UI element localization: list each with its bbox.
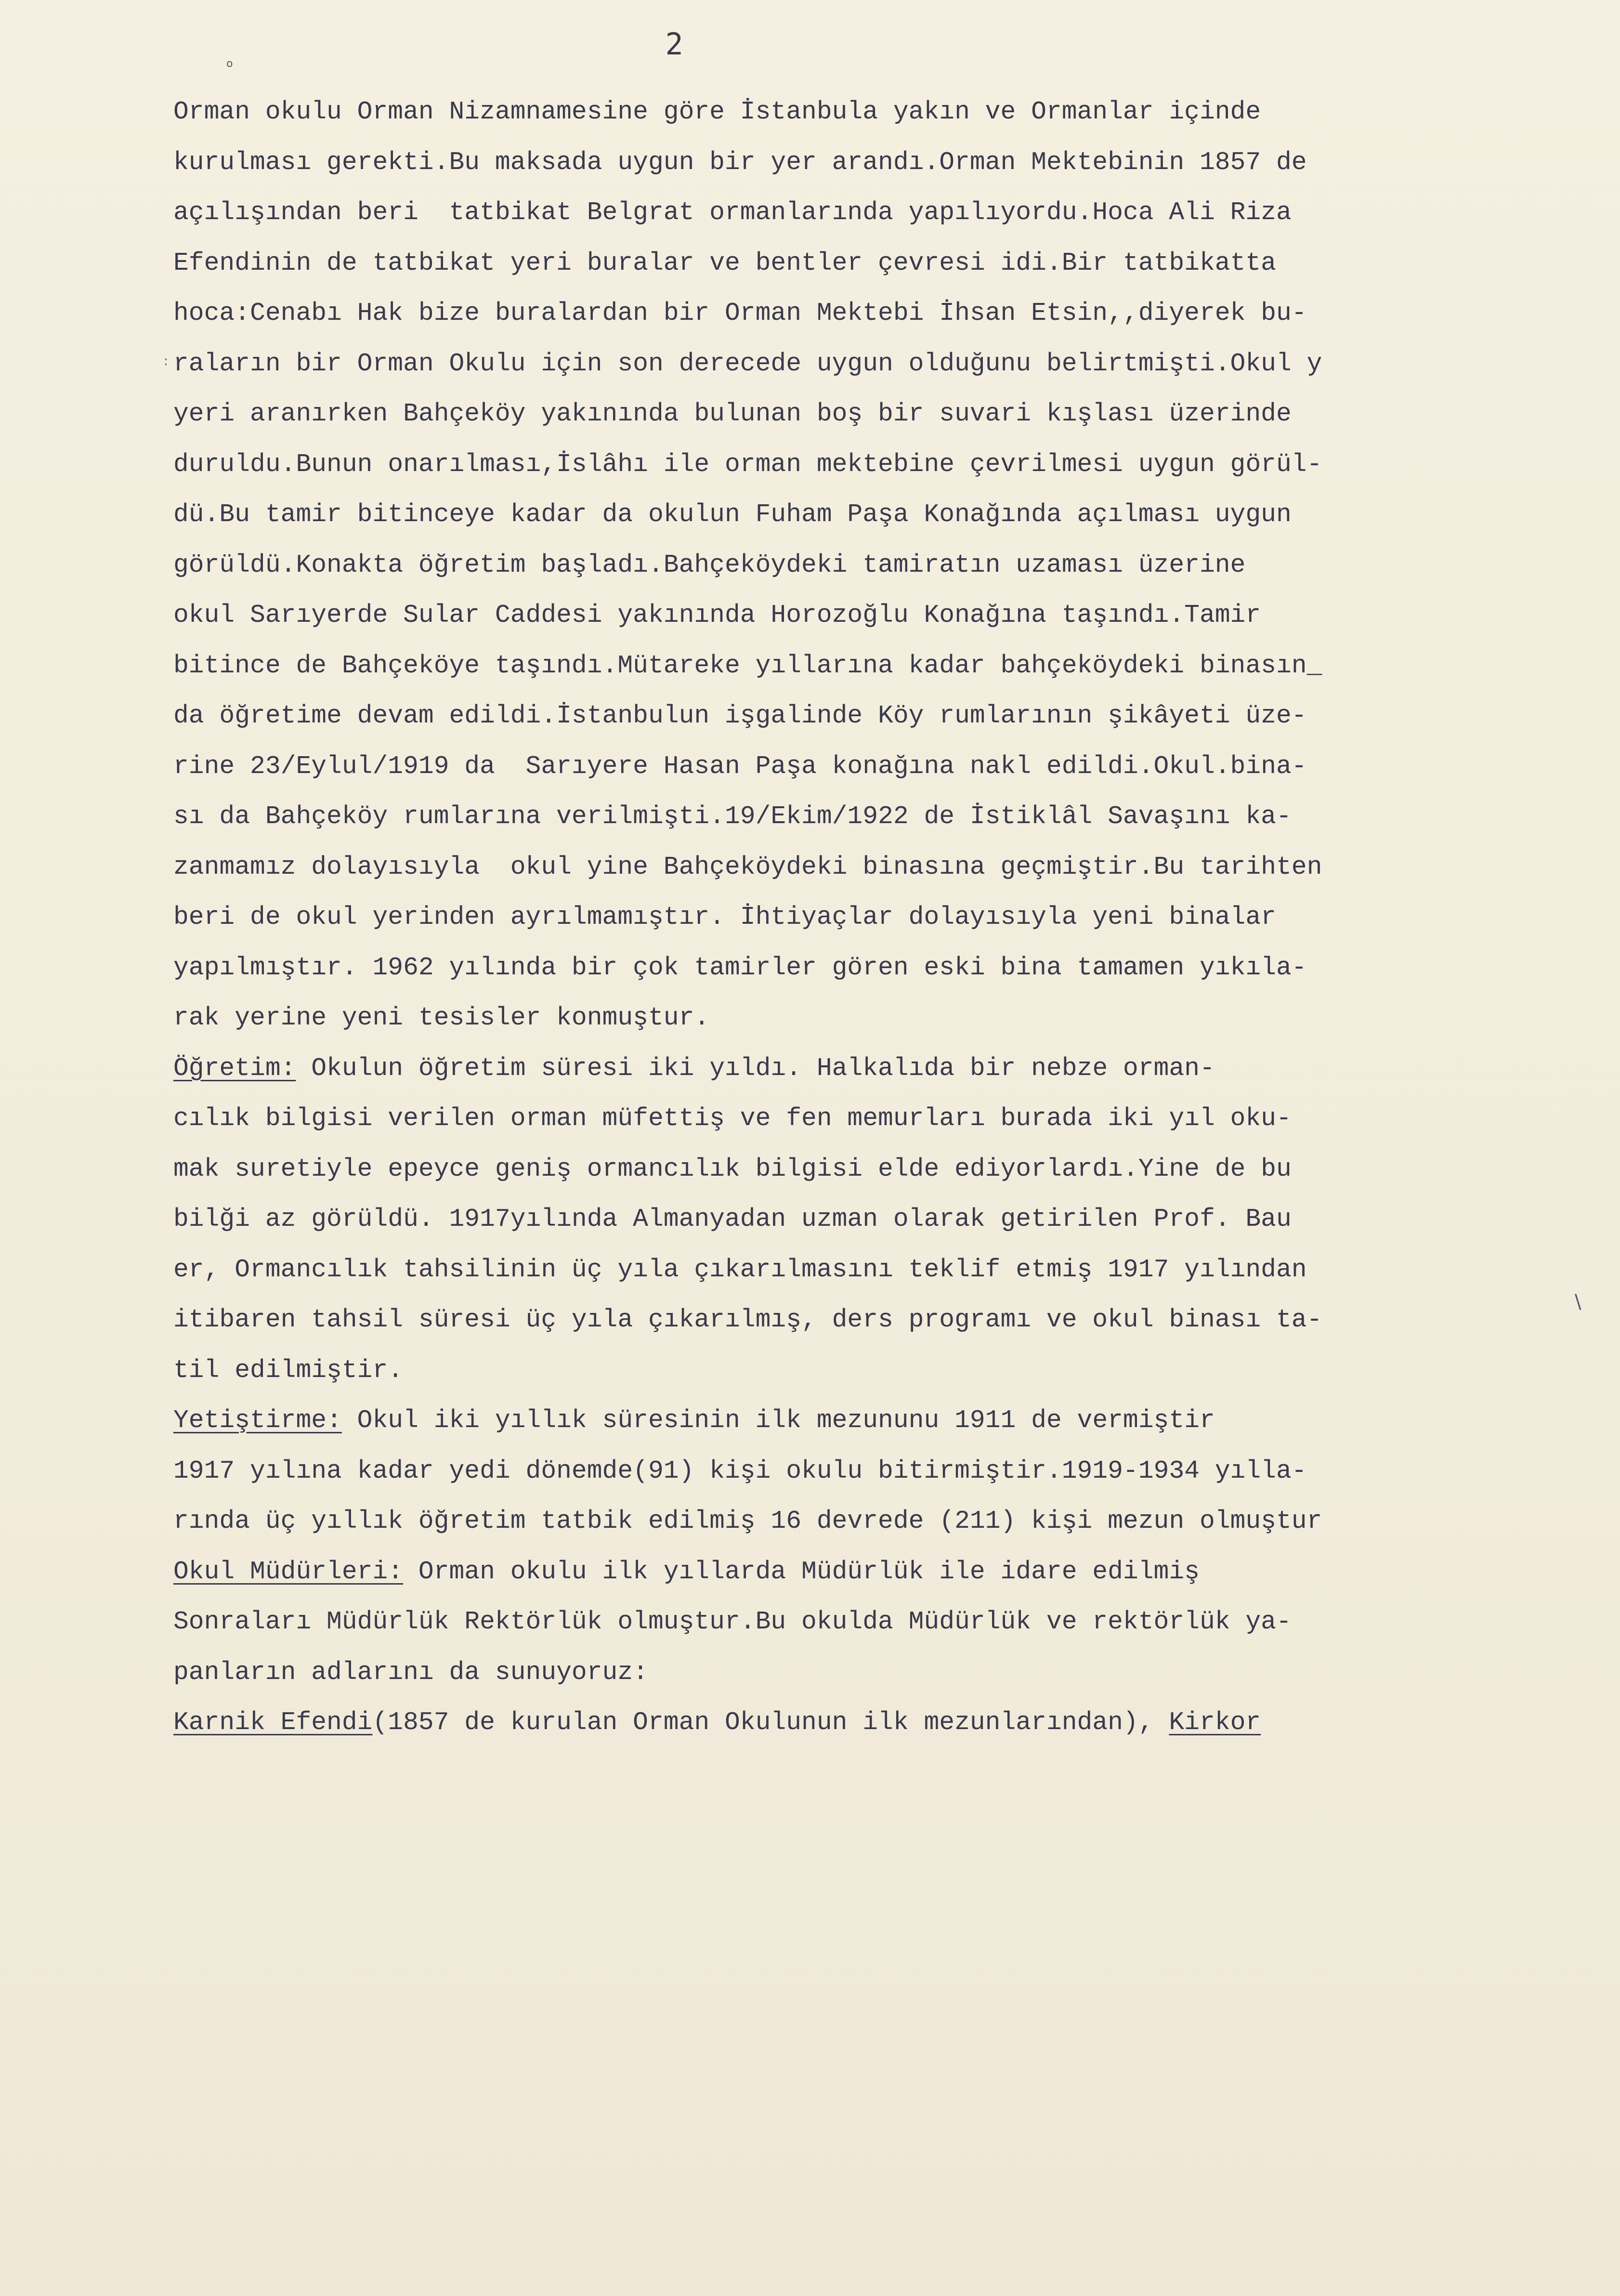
line-text: yapılmıştır. 1962 yılında bir çok tamirler gören eski bina tamamen yıkıla- <box>173 953 1307 982</box>
line-text: da öğretime devam edildi.İstanbulun işgalinde Köy rumlarının şikâyeti üze- <box>173 701 1307 730</box>
margin-mark: o <box>226 58 233 70</box>
text-line <box>173 489 1589 540</box>
text-line <box>173 791 1589 842</box>
section-heading: Okul Müdürleri: <box>173 1557 404 1586</box>
text-line <box>173 641 1589 691</box>
line-text: panların adlarını da sunuyoruz: <box>173 1657 648 1687</box>
body-text <box>173 87 1589 1748</box>
line-text: Orman okulu Orman Nizamnamesine göre İstanbula yakın ve Ormanlar içinde <box>173 97 1261 126</box>
line-text: er, Ormancılık tahsilinin üç yıla çıkarılmasını teklif etmiş 1917 yılından <box>173 1255 1307 1284</box>
page-number: 2 <box>665 26 683 62</box>
line-text: okul Sarıyerde Sular Caddesi yakınında Horozoğlu Konağına taşındı.Tamir <box>173 601 1261 630</box>
text-line <box>173 1395 1589 1446</box>
line-text: beri de okul yerinden ayrılmamıştır. İhtiyaçlar dolayısıyla yeni binalar <box>173 903 1276 932</box>
text-line <box>173 439 1589 490</box>
text-line <box>173 540 1589 590</box>
section-heading: Karnik Efendi <box>173 1708 373 1737</box>
text-line <box>173 590 1589 641</box>
line-text: kurulması gerekti.Bu maksada uygun bir yer arandı.Orman Mektebinin 1857 de <box>173 147 1307 177</box>
text-line <box>173 1194 1589 1245</box>
text-line <box>173 187 1589 238</box>
text-line <box>173 1093 1589 1144</box>
line-text: sı da Bahçeköy rumlarına verilmişti.19/Ekim/1922 de İstiklâl Savaşını ka- <box>173 802 1292 831</box>
text-line <box>173 741 1589 792</box>
line-text: til edilmiştir. <box>173 1355 404 1385</box>
text-line <box>173 1446 1589 1496</box>
text-line <box>173 1144 1589 1194</box>
text-line <box>173 238 1589 289</box>
line-text: rine 23/Eylul/1919 da Sarıyere Hasan Paşa konağına nakl edildi.Okul.bina- <box>173 751 1307 781</box>
line-text: raların bir Orman Okulu için son derecede uygun olduğunu belirtmişti.Okul y <box>173 349 1322 378</box>
text-line <box>173 288 1589 339</box>
text-line <box>173 339 1589 389</box>
text-line <box>173 1597 1589 1647</box>
line-text: Okulun öğretim süresi iki yıldı. Halkalıda bir nebze orman- <box>296 1053 1215 1083</box>
text-line <box>173 1245 1589 1295</box>
line-text: duruldu.Bunun onarılması,İslâhı ile orman mektebine çevrilmesi uygun görül- <box>173 449 1322 479</box>
text-line <box>173 1697 1589 1748</box>
line-text: 1917 yılına kadar yedi dönemde(91) kişi okulu bitirmiştir.1919-1934 yılla- <box>173 1456 1307 1485</box>
text-line <box>173 1547 1589 1597</box>
section-heading: Öğretim: <box>173 1053 296 1083</box>
line-text: mak suretiyle epeyce geniş ormancılık bilgisi elde ediyorlardı.Yine de bu <box>173 1154 1292 1183</box>
line-text: rında üç yıllık öğretim tatbik edilmiş 16 devrede (211) kişi mezun olmuştur <box>173 1507 1322 1535</box>
line-text: hoca:Cenabı Hak bize buralardan bir Orman Mektebi İhsan Etsin,,diyerek bu- <box>173 299 1307 328</box>
line-text: bitince de Bahçeköye taşındı.Mütareke yıllarına kadar bahçeköydeki binasın_ <box>173 651 1322 680</box>
section-heading: Kirkor <box>1169 1708 1261 1737</box>
text-line <box>173 842 1589 892</box>
section-heading: Yetiştirme: <box>173 1406 342 1435</box>
line-text: cılık bilgisi verilen orman müfettiş ve fen memurları burada iki yıl oku- <box>173 1104 1292 1133</box>
text-line <box>173 87 1589 137</box>
text-line <box>173 993 1589 1043</box>
line-text: yeri aranırken Bahçeköy yakınında bulunan boş bir suvari kışlası üzerinde <box>173 399 1292 428</box>
text-line <box>173 1647 1589 1698</box>
text-line <box>173 892 1589 943</box>
text-line <box>173 389 1589 439</box>
text-line <box>173 137 1589 188</box>
margin-mark: \ <box>1575 1291 1581 1313</box>
line-text: zanmamız dolayısıyla okul yine Bahçeköydeki binasına geçmiştir.Bu tarihten <box>173 852 1322 881</box>
line-text: dü.Bu tamir bitinceye kadar da okulun Fuham Paşa Konağında açılması uygun <box>173 500 1292 529</box>
line-text: Efendinin de tatbikat yeri buralar ve bentler çevresi idi.Bir tatbikatta <box>173 248 1276 277</box>
text-line <box>173 1295 1589 1345</box>
line-text: görüldü.Konakta öğretim başladı.Bahçeköydeki tamiratın uzaması üzerine <box>173 550 1246 579</box>
line-text: Okul iki yıllık süresinin ilk mezununu 1911 de vermiştir <box>341 1406 1215 1435</box>
text-line <box>173 1043 1589 1094</box>
line-text: (1857 de kurulan Orman Okulunun ilk mezunlarından), <box>372 1708 1169 1737</box>
text-line <box>173 1496 1589 1547</box>
margin-mark: : <box>164 354 168 368</box>
line-text: Orman okulu ilk yıllarda Müdürlük ile idare edilmiş <box>403 1557 1200 1586</box>
line-text: itibaren tahsil süresi üç yıla çıkarılmış, ders programı ve okul binası ta- <box>173 1305 1322 1334</box>
line-text: Sonraları Müdürlük Rektörlük olmuştur.Bu okulda Müdürlük ve rektörlük ya- <box>173 1607 1292 1636</box>
line-text: bilği az görüldü. 1917yılında Almanyadan uzman olarak getirilen Prof. Bau <box>173 1205 1292 1233</box>
line-text: açılışından beri tatbikat Belgrat ormanlarında yapılıyordu.Hoca Ali Riza <box>173 198 1292 227</box>
text-line <box>173 691 1589 741</box>
text-line <box>173 1345 1589 1396</box>
text-line <box>173 943 1589 993</box>
line-text: rak yerine yeni tesisler konmuştur. <box>173 1003 710 1032</box>
